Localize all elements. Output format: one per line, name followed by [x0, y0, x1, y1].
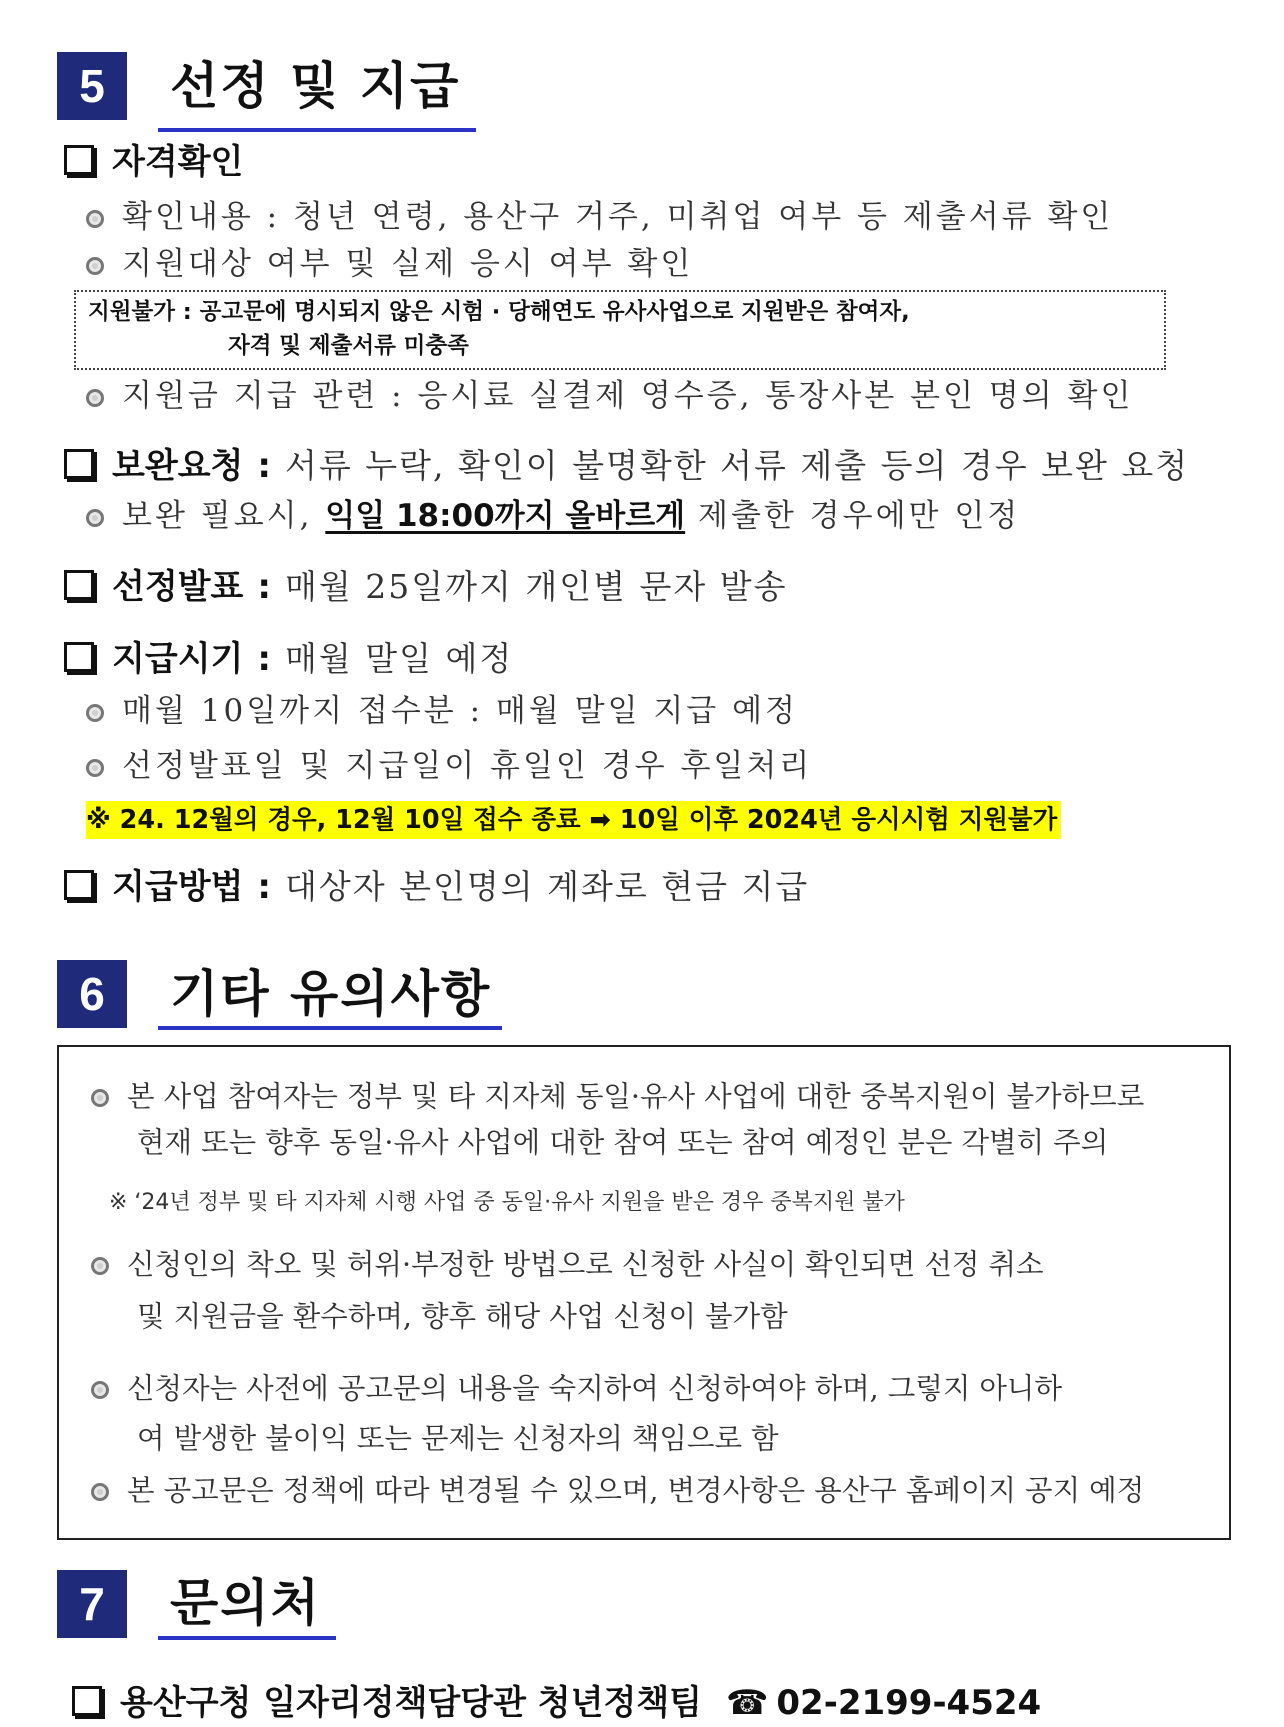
bullet-icon	[86, 704, 104, 722]
notice-box	[57, 1045, 1231, 1540]
qualification-bullet-3: 지원금 지급 관련 : 응시료 실결제 영수증, 통장사본 본인 명의 확인	[86, 375, 1133, 417]
bullet-icon	[91, 1381, 109, 1399]
bullet-icon	[91, 1257, 109, 1275]
contact-phone: 02-2199-4524	[776, 1683, 1042, 1723]
section-title-underline	[158, 128, 476, 132]
phone-icon: ☎	[726, 1683, 769, 1723]
heading-announcement: 선정발표 : 매월 25일까지 개인별 문자 발송	[64, 565, 788, 609]
checkbox-icon	[64, 870, 94, 900]
notice-duplicate-note: ※ ‘24년 정부 및 타 지자체 시행 사업 중 동일·유사 지원을 받은 경우 중복지원 불가	[109, 1190, 905, 1215]
ineligibility-line-2: 자격 및 제출서류 미충족	[228, 333, 469, 359]
december-deadline-highlight: ※ 24. 12월의 경우, 12월 10일 접수 종료 ➡ 10일 이후 2024년 응시시험 지원불가	[86, 801, 1061, 839]
contact-org: 용산구청 일자리정책담당관 청년정책팀	[120, 1683, 703, 1723]
section-title-5: 선정 및 지급	[170, 57, 461, 115]
checkbox-icon	[72, 1686, 102, 1716]
checkbox-icon	[64, 449, 94, 479]
checkbox-icon	[64, 145, 94, 175]
ineligibility-line-1: 지원불가 : 공고문에 명시되지 않은 시험 · 당해연도 유사사업으로 지원받은 참여자,	[88, 299, 910, 325]
bullet-icon	[91, 1483, 109, 1501]
heading-payment-time: 지급시기 : 매월 말일 예정	[64, 637, 513, 681]
bullet-icon	[86, 210, 104, 228]
notice-item-3-cont: 여 발생한 불이익 또는 문제는 신청자의 책임으로 함	[137, 1422, 779, 1455]
heading-payment-method: 지급방법 : 대상자 본인명의 계좌로 현금 지급	[64, 865, 809, 909]
section-number-6: 6	[57, 960, 127, 1028]
heading-supplement: 보완요청 : 서류 누락, 확인이 불명확한 서류 제출 등의 경우 보완 요청	[64, 444, 1189, 488]
section-number-7: 7	[57, 1570, 127, 1638]
bullet-icon	[86, 257, 104, 275]
notice-item-2: 신청인의 착오 및 허위·부정한 방법으로 신청한 사실이 확인되면 선정 취소	[91, 1245, 1044, 1285]
checkbox-icon	[64, 642, 94, 672]
bullet-icon	[86, 759, 104, 777]
bullet-icon	[86, 389, 104, 407]
notice-item-1-cont: 현재 또는 향후 동일·유사 사업에 대한 참여 또는 참여 예정인 분은 각별히 주의	[137, 1126, 1109, 1159]
notice-item-2-cont: 및 지원금을 환수하며, 향후 해당 사업 신청이 불가함	[137, 1300, 788, 1333]
section-title-underline	[158, 1636, 336, 1640]
notice-item-1: 본 사업 참여자는 정부 및 타 지자체 동일·유사 사업에 대한 중복지원이 불가하므로	[91, 1077, 1144, 1117]
bullet-icon	[86, 509, 104, 527]
qualification-bullet-2: 지원대상 여부 및 실제 응시 여부 확인	[86, 243, 693, 285]
bullet-icon	[91, 1089, 109, 1107]
checkbox-icon	[64, 570, 94, 600]
qualification-bullet-1: 확인내용 : 청년 연령, 용산구 거주, 미취업 여부 등 제출서류 확인	[86, 196, 1113, 238]
section-title-7: 문의처	[170, 1574, 321, 1632]
payment-time-bullet-2: 선정발표일 및 지급일이 휴일인 경우 후일처리	[86, 745, 812, 787]
section-title-underline	[158, 1026, 502, 1030]
payment-time-bullet-1: 매월 10일까지 접수분 : 매월 말일 지급 예정	[86, 690, 798, 732]
ineligibility-box	[74, 290, 1166, 370]
section-title-6: 기타 유의사항	[170, 965, 492, 1023]
supplement-bullet: 보완 필요시, 익일 18:00까지 올바르게 제출한 경우에만 인정	[86, 495, 1020, 537]
notice-item-4: 본 공고문은 정책에 따라 변경될 수 있으며, 변경사항은 용산구 홈페이지 공지 예정	[91, 1471, 1144, 1511]
notice-item-3: 신청자는 사전에 공고문의 내용을 숙지하여 신청하여야 하며, 그렇지 아니하	[91, 1369, 1062, 1409]
contact-line	[72, 1680, 1041, 1726]
section-number-5: 5	[57, 52, 127, 120]
heading-qualification: 자격확인	[64, 140, 243, 184]
